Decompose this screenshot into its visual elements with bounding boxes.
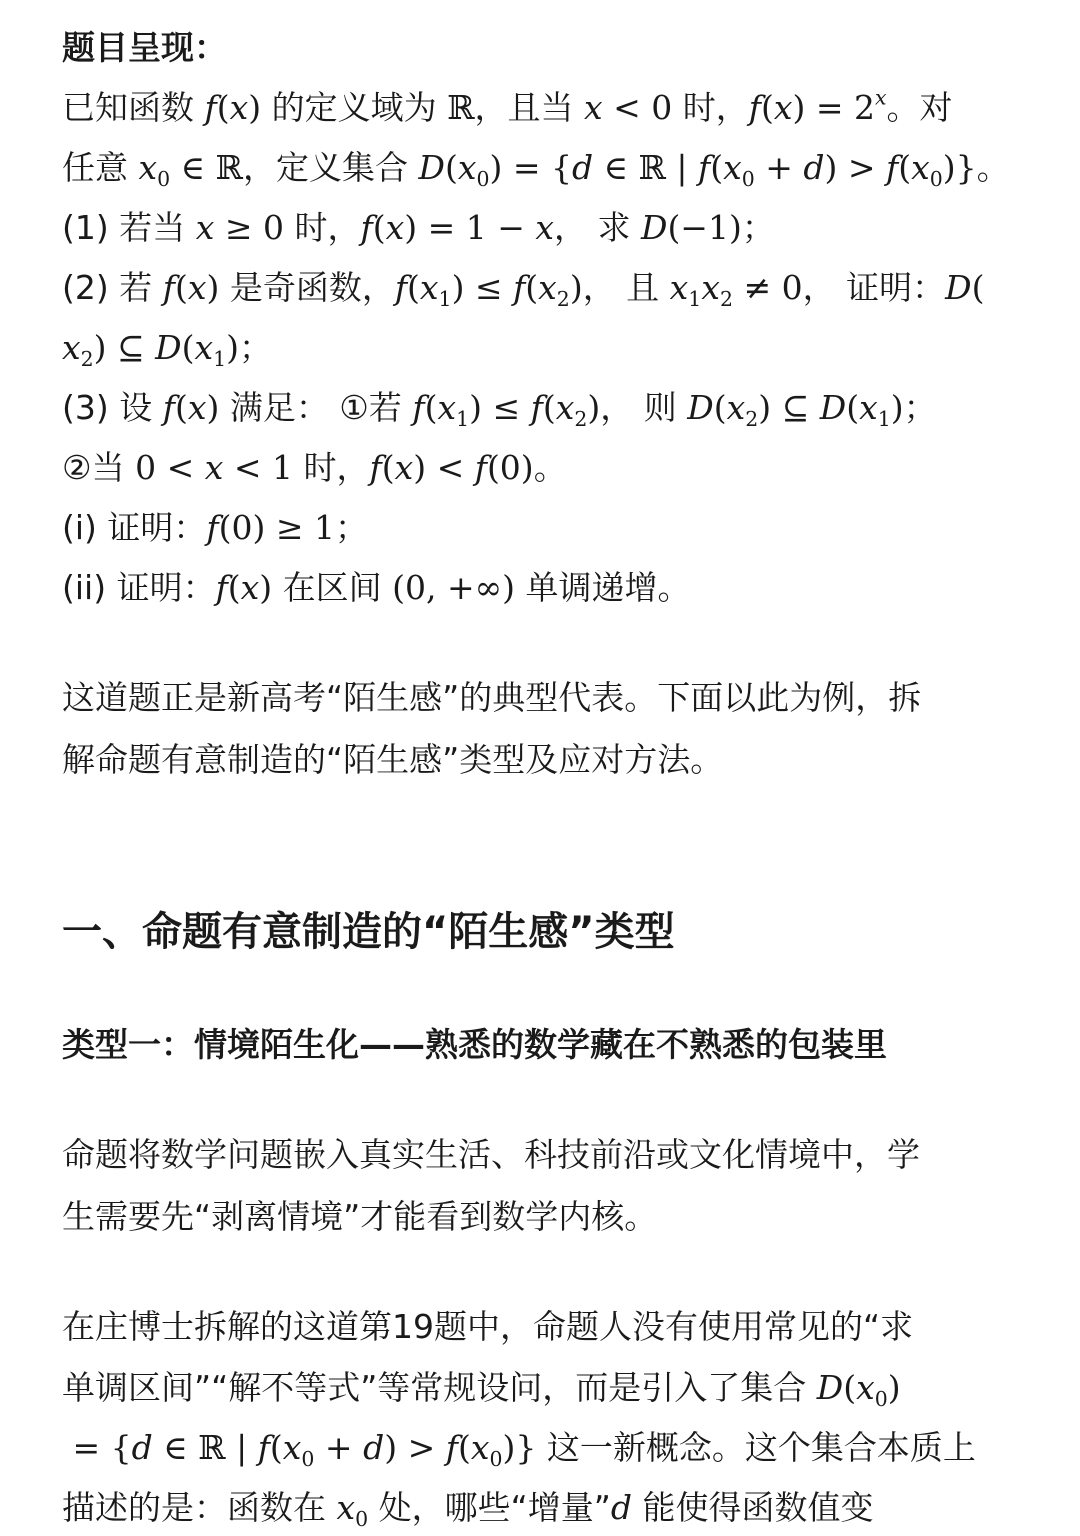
text: (1) 若当: [62, 208, 196, 247]
para2-line-1: 在庄博士拆解的这道第19题中，命题人没有使用常见的“求: [62, 1307, 914, 1346]
para2-line-2: 单调区间”“解不等式”等常规设问，而是引入了集合 $D(x_0)$: [62, 1368, 901, 1412]
text: 。对: [886, 88, 953, 127]
text: 单调递增。: [515, 568, 691, 607]
problem-line-3: (1) 若当 x ≥ 0 时，f(x) = 1 − x， 求 D(−1)；: [62, 208, 775, 247]
text: (3) 设: [62, 388, 163, 427]
text: ， 证明：: [802, 268, 946, 307]
text: ；: [239, 328, 273, 367]
text: 任意: [62, 148, 139, 187]
para1-line-2: 生需要先“剥离情境”才能看到数学内核。: [62, 1197, 658, 1236]
text: ②当: [62, 448, 136, 487]
text: 的定义域为: [261, 88, 448, 127]
problem-line-8: (i) 证明：f(0) ≥ 1；: [62, 508, 369, 547]
intro-line-1: 这道题正是新高考“陌生感”的典型代表。下面以此为例，拆: [62, 678, 922, 717]
text: 是奇函数，: [219, 268, 395, 307]
text: 已知函数: [62, 88, 205, 127]
text: ；: [741, 208, 775, 247]
math-fx: f: [204, 88, 217, 127]
text: ， 求: [553, 208, 641, 247]
text: ，且当: [474, 88, 585, 127]
type1-heading: 类型一：情境陌生化——熟悉的数学藏在不熟悉的包装里: [62, 1025, 887, 1064]
para2-line-4: 描述的是：函数在 $x_0$ 处，哪些“增量”d 能使得函数值变: [62, 1488, 874, 1532]
text: 。: [533, 448, 567, 487]
text: ，定义集合: [242, 148, 419, 187]
problem-line-1: 已知函数 f(x) 的定义域为 ℝ，且当 x < 0 时，$f(x) = 2^x$。对: [62, 85, 953, 127]
text: 时，: [284, 208, 361, 247]
text: 在区间: [272, 568, 393, 607]
text: ；: [903, 388, 937, 427]
text: (i) 证明：: [62, 508, 207, 547]
problem-line-4: (2) 若 f(x) 是奇函数，$f(x_1) \le f(x_2)$， 且 $x_1x_2 \ne 0$， 证明：D(: [62, 268, 985, 312]
text: (ii) 证明：: [62, 568, 216, 607]
text: 描述的是：函数在: [62, 1488, 337, 1527]
problem-line-6: (3) 设 f(x) 满足： ①若 $f(x_1) \le f(x_2)$， 则 $D(x_2)$ ⊆ $D(x_1)$；: [62, 388, 937, 432]
text: ；: [335, 508, 369, 547]
problem-line-5: $x_2$) ⊆ $D(x_1)$；: [62, 328, 273, 372]
text: 这一新概念。这个集合本质上: [536, 1428, 976, 1467]
problem-heading: 题目呈现：: [62, 28, 227, 67]
problem-line-9: (ii) 证明：f(x) 在区间 (0, +∞) 单调递增。: [62, 568, 691, 607]
text: 。: [976, 148, 1010, 187]
problem-line-2: 任意 $x_0$ ∈ ℝ，定义集合 $D(x_0) = \{d$ ∈ ℝ | $f(x_0 + d) > f(x_0)$}。: [62, 148, 1010, 192]
problem-line-7: ②当 0 < x < 1 时，f(x) < f(0)。: [62, 448, 567, 487]
text: 处，哪些“增量”: [368, 1488, 611, 1527]
para1-line-1: 命题将数学问题嵌入真实生活、科技前沿或文化情境中，学: [62, 1135, 920, 1174]
text: ， 且: [582, 268, 670, 307]
text: ， 则: [600, 388, 688, 427]
text: 能使得函数值变: [631, 1488, 874, 1527]
text: 时，: [292, 448, 370, 487]
section-title: 一、命题有意制造的“陌生感”类型: [62, 909, 675, 955]
para2-line-3: = {d ∈ ℝ | $f(x_0 + d) > f(x_0)$} 这一新概念。这个集合本质上: [62, 1428, 976, 1472]
math-R: ℝ: [447, 88, 475, 127]
text: 满足： ①若: [219, 388, 413, 427]
text: 单调区间”“解不等式”等常规设问，而是引入了集合: [62, 1368, 817, 1407]
intro-line-2: 解命题有意制造的“陌生感”类型及应对方法。: [62, 740, 724, 779]
text: 时，: [672, 88, 749, 127]
text: (2) 若: [62, 268, 163, 307]
